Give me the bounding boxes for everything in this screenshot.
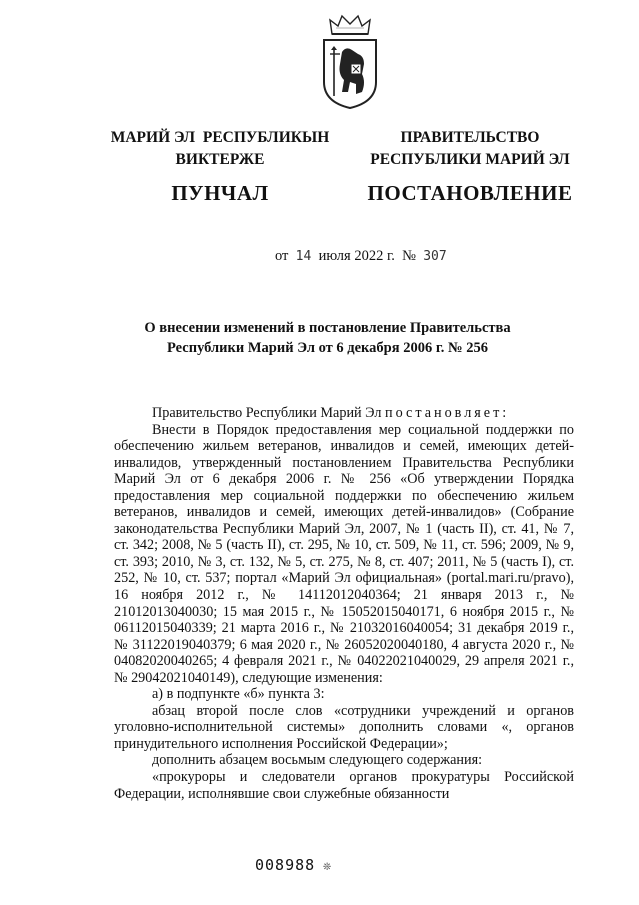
coat-of-arms	[318, 12, 382, 112]
date-day: 14	[295, 249, 312, 264]
document-title	[80, 318, 575, 358]
header-right-doctype: ПОСТАНОВЛЕНИЕ	[367, 181, 573, 205]
body-paragraph-4: абзац второй после слов «сотрудники учреждений и органов уголовно-исполнительной системы» дополнить словами «, органов принудительного исполнения Российской Федерации»;	[114, 702, 574, 752]
serial-number: 008988	[255, 856, 316, 874]
header-right-line2: РЕСПУБЛИКИ МАРИЙ ЭЛ	[370, 151, 570, 168]
date-month-year: июля 2022 г.	[318, 248, 395, 264]
body-paragraph-2: Внести в Порядок предоставления мер социальной поддержки по обеспечению жильем ветеранов, инвалидов и семей, имеющих детей-инвалидов, утвержденный постановлением Правительства Республики Марий Эл от 6 декабря 2006 г. № 256 «Об утверждении Порядка предоставления мер социальной поддержки по обеспечению жильем ветеранов, инвалидов и семей, имеющих детей-инвалидов» (Собрание законодательства Республики Марий Эл, 2007, № 1 (часть II), ст. 41, № 7, ст. 342; 2008, № 5 (часть II), ст. 295, № 10, ст. 509, № 11, ст. 596; 2009, № 9, ст. 393; 2010, № 3, ст. 132, № 5, ст. 275, № 8, ст. 407; 2011, № 5 (часть I), ст. 252, № 10, ст. 537; портал «Марий Эл официальная» (portal.mari.ru/pravo), 16 ноября 2012 г., № 14112012040364; 21 января 2013 г., № 21012013040030; 15 мая 2015 г., № 15052015040171, 6 ноября 2015 г., № 06112015040339; 21 марта 2016 г., № 21032016040054; 31 декабря 2019 г., № 31122019040379; 6 мая 2020 г., № 26052020040180, 4 августа 2020 г., № 04082020040265; 4 февраля 2021 г., № 04022021040029, 29 апреля 2021 г., № 29042021040149), следующие изменения:	[114, 421, 574, 686]
title-line1: О внесении изменений в постановление Правительства	[144, 320, 511, 336]
number-sign: №	[402, 248, 416, 264]
date-prefix: от	[275, 248, 289, 264]
mari-el-coat-of-arms-icon	[318, 12, 382, 112]
header-left-doctype: ПУНЧАЛ	[171, 181, 269, 205]
title-line2: Республики Марий Эл от 6 декабря 2006 г. № 256	[167, 340, 488, 356]
header-left	[95, 127, 345, 207]
footer-serial	[255, 856, 332, 874]
document-number: 307	[423, 249, 447, 264]
header-left-line2: ВИКТЕРЖЕ	[175, 151, 265, 168]
body-paragraph-1	[114, 405, 574, 422]
body-paragraph-3: а) в подпункте «б» пункта 3:	[152, 686, 325, 703]
header-right	[345, 127, 595, 207]
body-p1-verb: постановляет:	[384, 405, 510, 421]
date-line	[275, 248, 447, 265]
body-paragraph-5: дополнить абзацем восьмым следующего содержания:	[152, 752, 483, 769]
header-left-line1: МАРИЙ ЭЛ РЕСПУБЛИКЫН	[110, 129, 330, 146]
body-p1-subject: Правительство Республики Марий Эл	[152, 405, 382, 421]
body-paragraph-6: «прокуроры и следователи органов прокуратуры Российской Федерации, исполнявшие свои служебные обязанности	[114, 769, 574, 802]
decorative-star-icon: ❊	[323, 859, 333, 874]
header-right-line1: ПРАВИТЕЛЬСТВО	[400, 129, 540, 146]
document-body	[114, 405, 574, 802]
